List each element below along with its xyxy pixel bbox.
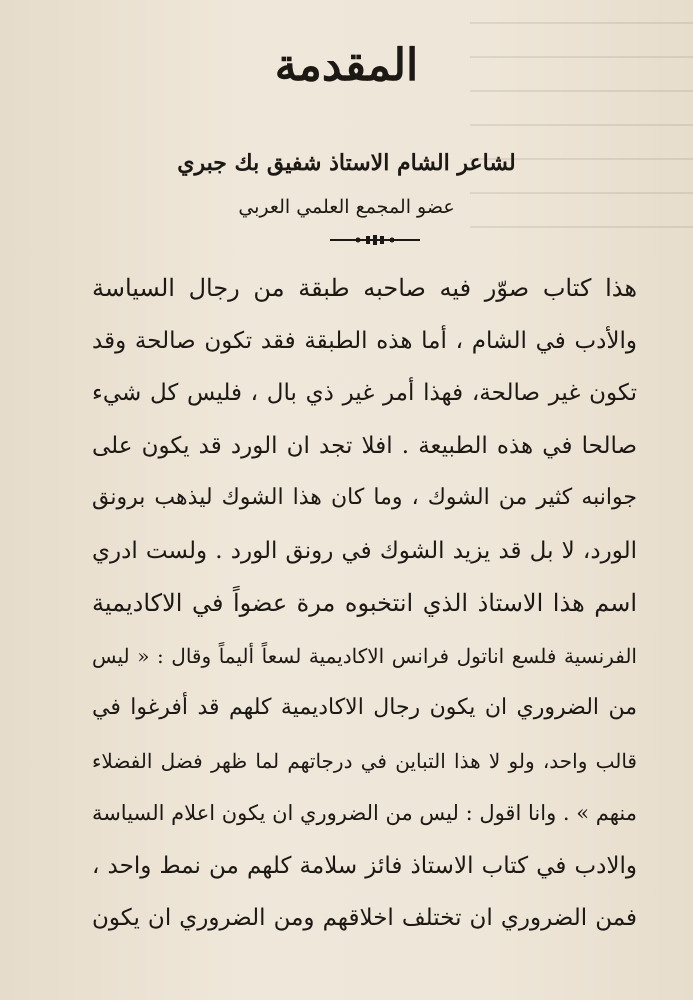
text-line: منهم » . وانا اقول : ليس من الضروري ان يكون اعلام السياسة: [92, 801, 637, 825]
text-line: هذا كتاب صوّر فيه صاحبه طبقة من رجال السياسة: [92, 274, 637, 302]
text-line: جوانبه كثير من الشوك ، وما كان هذا الشوك ليذهب برونق: [92, 485, 637, 510]
text-line: فمن الضروري ان تختلف اخلاقهم ومن الضروري ان يكون: [92, 905, 637, 931]
affiliation-line: عضو المجمع العلمي العربي: [238, 196, 455, 218]
show-through-text: [470, 0, 693, 260]
text-line: والادب في كتاب الاستاذ فائز سلامة كلهم من نمط واحد ،: [92, 852, 637, 879]
ornament-divider: [330, 232, 420, 248]
text-line: والأدب في الشام ، أما هذه الطبقة فقد تكون صالحة وقد: [92, 327, 637, 354]
page-title: المقدمة: [274, 40, 419, 91]
text-line: الفرنسية فلسع اناتول فرانس الاكاديمية لسعاً أليماً وقال : « ليس: [92, 643, 637, 668]
text-line: قالب واحد، ولو لا هذا التباين في درجاتهم لما ظهر فضل الفضلاء: [92, 748, 637, 773]
text-line: صالحا في هذه الطبيعة . افلا تجد ان الورد قد يكون على: [92, 432, 637, 459]
text-line: اسم هذا الاستاذ الذي انتخبوه مرة عضواً في الاكاديمية: [92, 589, 637, 617]
text-line: الورد، لا بل قد يزيد الشوك في رونق الورد . ولست ادري: [92, 537, 637, 564]
author-line: لشاعر الشام الاستاذ شفيق بك جبري: [177, 150, 516, 176]
body-text: [92, 262, 637, 945]
text-line: من الضروري ان يكون رجال الاكاديمية كلهم قد أفرغوا في: [92, 695, 637, 720]
text-line: تكون غير صالحة، فهذا أمر غير ذي بال ، فليس كل شيء: [92, 380, 637, 406]
